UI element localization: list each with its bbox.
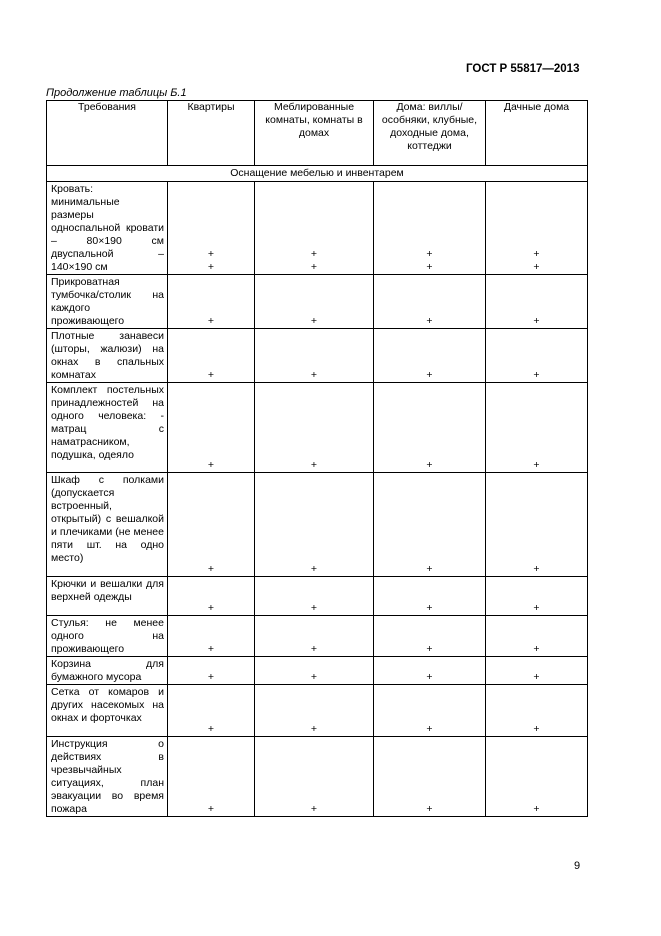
- requirement-text: Комплект постельных принадлежностей на одного человека: - матрац с наматрасником, подушка, одеяло: [47, 383, 168, 473]
- mark-cell: [255, 182, 374, 275]
- plus-mark: +: [426, 643, 433, 655]
- mark-cell: [168, 275, 255, 329]
- plus-mark: +: [207, 261, 215, 273]
- mark-cell: [374, 737, 486, 817]
- table-row: [47, 737, 588, 817]
- mark-cell: [255, 473, 374, 577]
- requirement-text: Стулья: не менее одного на проживающего: [47, 616, 168, 657]
- mark-cell: [486, 577, 588, 616]
- plus-mark: +: [310, 369, 318, 381]
- plus-mark: +: [207, 459, 215, 471]
- mark-cell: [486, 616, 588, 657]
- plus-mark: +: [426, 248, 433, 260]
- plus-mark: +: [207, 563, 215, 575]
- plus-mark: +: [310, 803, 318, 815]
- mark-cell: [168, 685, 255, 737]
- mark-cell: [255, 737, 374, 817]
- plus-mark: +: [533, 643, 540, 655]
- mark-cell: [168, 737, 255, 817]
- requirement-text: Плотные занавеси (шторы, жалюзи) на окнах в спальных комнатах: [47, 329, 168, 383]
- mark-cell: [374, 182, 486, 275]
- plus-mark: +: [533, 261, 540, 273]
- table-row: [47, 473, 588, 577]
- plus-mark: +: [426, 803, 433, 815]
- page-number: 9: [574, 860, 581, 872]
- plus-mark: +: [207, 643, 215, 655]
- table-row: [47, 657, 588, 685]
- mark-cell: [255, 329, 374, 383]
- plus-mark: +: [426, 459, 433, 471]
- column-header-country-houses: Дачные дома: [486, 101, 588, 166]
- plus-mark: +: [207, 369, 215, 381]
- plus-mark: +: [533, 803, 540, 815]
- plus-mark: +: [533, 369, 540, 381]
- mark-cell: [486, 275, 588, 329]
- plus-mark: +: [310, 248, 318, 260]
- table-header-row: [47, 101, 588, 166]
- plus-mark: +: [533, 459, 540, 471]
- requirement-text: Шкаф с полками (допускается встроенный, открытый) с вешалкой и плечиками (не менее пяти шт. на одно место): [47, 473, 168, 577]
- mark-cell: [374, 685, 486, 737]
- mark-cell: [374, 329, 486, 383]
- plus-mark: +: [310, 602, 318, 614]
- plus-mark: +: [426, 671, 433, 683]
- table-row: [47, 275, 588, 329]
- mark-cell: [486, 657, 588, 685]
- requirement-text: Крючки и вешалки для верхней одежды: [47, 577, 168, 616]
- mark-cell: [374, 275, 486, 329]
- mark-cell: [486, 685, 588, 737]
- column-header-apartments: Квартиры: [168, 101, 255, 166]
- mark-cell: [486, 182, 588, 275]
- mark-cell: [168, 616, 255, 657]
- plus-mark: +: [426, 602, 433, 614]
- plus-mark: +: [207, 803, 215, 815]
- mark-cell: [168, 657, 255, 685]
- table-row: [47, 329, 588, 383]
- mark-cell: [486, 737, 588, 817]
- column-header-furnished-rooms: Меблированные комнаты, комнаты в домах: [255, 101, 374, 166]
- plus-mark: +: [310, 459, 318, 471]
- mark-cell: [168, 473, 255, 577]
- plus-mark: +: [533, 563, 540, 575]
- standard-header: ГОСТ Р 55817—2013: [466, 63, 580, 75]
- requirement-text: Инструкция о действиях в чрезвычайных ситуациях, план эвакуации во время пожара: [47, 737, 168, 817]
- column-header-requirements: Требования: [47, 101, 168, 166]
- mark-cell: [374, 473, 486, 577]
- plus-mark: +: [533, 315, 540, 327]
- table-row: [47, 685, 588, 737]
- plus-mark: +: [426, 261, 433, 273]
- mark-cell: [374, 657, 486, 685]
- plus-mark: +: [533, 248, 540, 260]
- plus-mark: +: [310, 671, 318, 683]
- mark-cell: [374, 616, 486, 657]
- mark-cell: [168, 329, 255, 383]
- plus-mark: +: [533, 723, 540, 735]
- plus-mark: +: [310, 261, 318, 273]
- plus-mark: +: [426, 563, 433, 575]
- mark-cell: [168, 577, 255, 616]
- mark-cell: [255, 383, 374, 473]
- requirements-table: [46, 100, 588, 817]
- plus-mark: +: [207, 671, 215, 683]
- plus-mark: +: [310, 723, 318, 735]
- requirement-text: Сетка от комаров и других насекомых на окнах и форточках: [47, 685, 168, 737]
- section-row: [47, 166, 588, 182]
- mark-cell: [255, 577, 374, 616]
- requirement-text: Корзина для бумажного мусора: [47, 657, 168, 685]
- plus-mark: +: [310, 563, 318, 575]
- mark-cell: [255, 685, 374, 737]
- plus-mark: +: [426, 315, 433, 327]
- plus-mark: +: [310, 315, 318, 327]
- mark-cell: [486, 383, 588, 473]
- column-header-houses: Дома: виллы/особняки, клубные, доходные дома, коттеджи: [374, 101, 486, 166]
- plus-mark: +: [310, 643, 318, 655]
- mark-cell: [374, 577, 486, 616]
- table-row: [47, 383, 588, 473]
- table-row: [47, 182, 588, 275]
- mark-cell: [486, 473, 588, 577]
- plus-mark: +: [207, 723, 215, 735]
- plus-mark: +: [426, 369, 433, 381]
- mark-cell: [374, 383, 486, 473]
- table-caption: Продолжение таблицы Б.1: [46, 87, 187, 99]
- plus-mark: +: [207, 315, 215, 327]
- requirement-text: Прикроватная тумбочка/столик на каждого проживающего: [47, 275, 168, 329]
- plus-mark: +: [533, 671, 540, 683]
- table-row: [47, 616, 588, 657]
- mark-cell: [255, 616, 374, 657]
- mark-cell: [255, 657, 374, 685]
- mark-cell: [255, 275, 374, 329]
- mark-cell: [486, 329, 588, 383]
- plus-mark: +: [426, 723, 433, 735]
- mark-cell: [168, 383, 255, 473]
- plus-mark: +: [207, 248, 215, 260]
- requirement-text: Кровать: минимальные размеры односпальной кровати – 80×190 см двуспальной – 140×190 см: [47, 182, 168, 275]
- plus-mark: +: [207, 602, 215, 614]
- table-row: [47, 577, 588, 616]
- plus-mark: +: [533, 602, 540, 614]
- mark-cell: [168, 182, 255, 275]
- section-title: Оснащение мебелью и инвентарем: [47, 166, 588, 182]
